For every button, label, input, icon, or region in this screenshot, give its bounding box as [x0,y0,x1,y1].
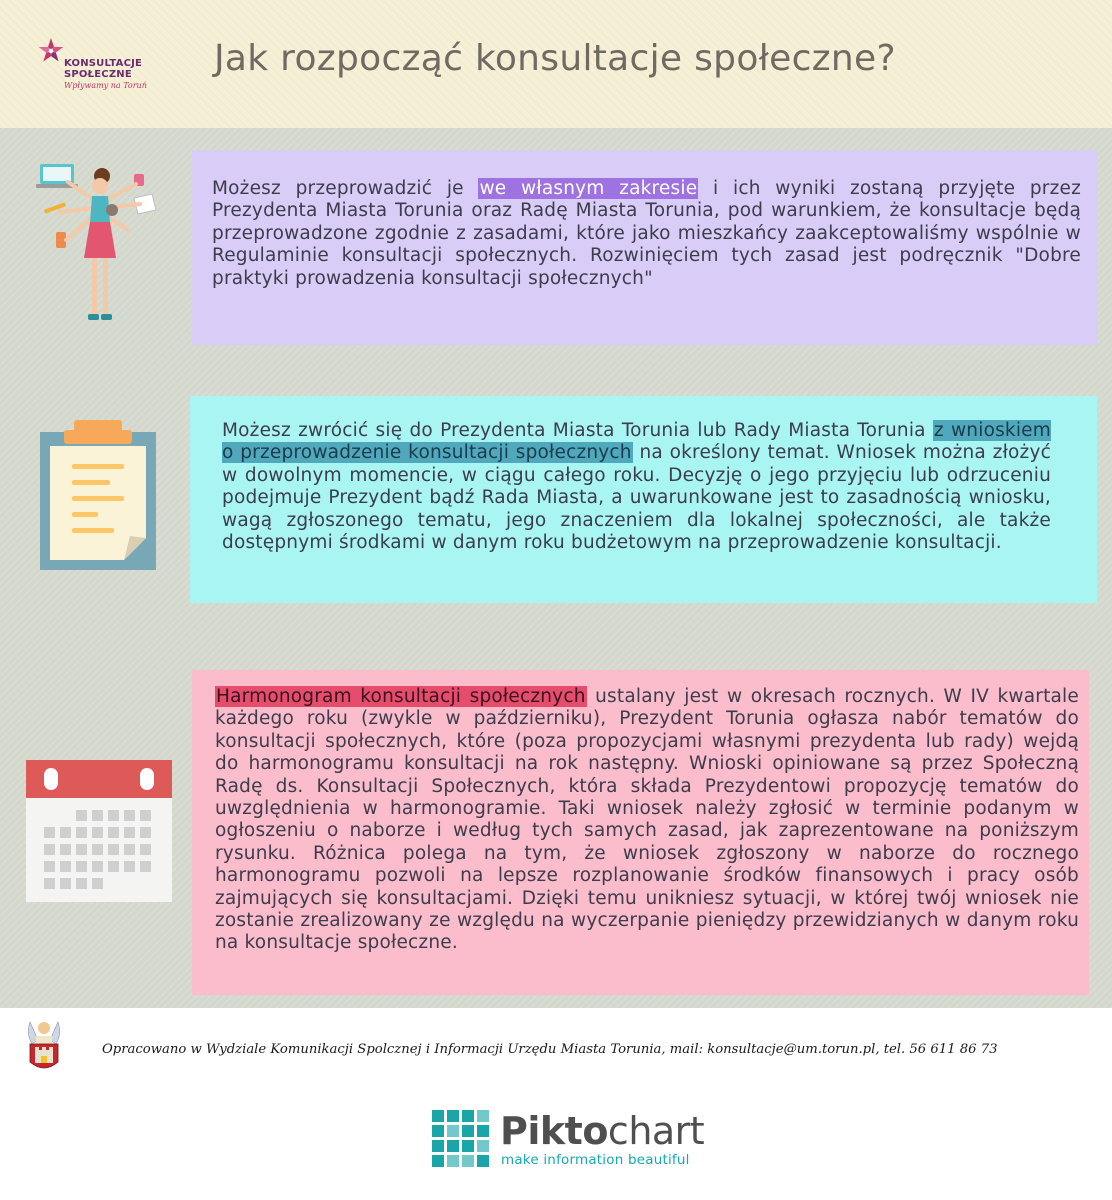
calendar-day-cell [140,861,151,872]
calendar-day-cell [76,810,87,821]
piktochart-brand-bold: Pikto [500,1109,608,1153]
calendar-day-cell [108,827,119,838]
footer-credit: Opracowano w Wydziale Komunikacji Spolcznej i Informacji Urzędu Miasta Torunia, mail: konsultacje@um.torun.pl, tel. 56 611 86 73 [102,1042,998,1057]
calendar-day-cell [60,844,71,855]
card1-highlight: we własnym zakresie [479,178,698,199]
card-schedule [192,670,1089,995]
calendar-day-cell [108,861,119,872]
card3-highlight: Harmonogram konsultacji społecznych [216,686,586,707]
calendar-day-cell [60,827,71,838]
calendar-day-cell [92,861,103,872]
calendar-day-cell [92,810,103,821]
calendar-day-cell [92,878,103,889]
card-request [190,396,1097,603]
flower-logo-icon [36,36,66,66]
piktochart-brand-rest: chart [607,1109,705,1153]
torun-crest-icon [24,1018,64,1076]
calendar-day-cell [76,827,87,838]
calendar-day-cell [92,844,103,855]
calendar-day-cell [44,878,55,889]
calendar-day-cell [140,827,151,838]
card3-text-rest: ustalany jest w okresach rocznych. W IV kwartale każdego roku (zwykle w październiku), Prezydent Torunia ogłasza nabór tematów do konsultacji społecznych, które (poza propozycjami własnymi prezydenta lub rady) wejdą do harmonogramu konsultacji na rok następny. Wnioski opiniowane są przez Społeczną Radę ds. Konsultacji Społecznych, która składa Prezydentowi propozycję tematów do uwzględnienia w harmonogramie. Taki wniosek należy zgłosić w terminie podanym w ogłoszeniu o naborze i według tych samych zasad, jak zaprezentowane na poniższym rysunku. Różnica polega na tym, że wniosek zgłoszony w naborze do rocznego harmonogramu pozwoli na lepsze rozplanowanie środków finansowych i pracy osób zajmujących się konsultacjami. Dzięki temu unikniesz sytuacji, w której twój wniosek nie zostanie zrealizowany ze względu na wyczerpanie pieniędzy przewidzianych w danym roku na konsultacje społeczne. [215,686,1079,954]
card-own-scope [192,150,1097,345]
calendar-day-cell [92,827,103,838]
calendar-day-cell [140,810,151,821]
calendar-day-cell [108,810,119,821]
calendar-icon [26,760,172,902]
calendar-day-cell [60,861,71,872]
card2-highlight: z wnioskiem o przeprowadzenie konsultacji społecznych [222,420,1051,464]
piktochart-logo-icon [432,1110,490,1168]
logo-line1: KONSULTACJE [64,58,143,69]
piktochart-tagline: make information beautiful [501,1152,690,1168]
calendar-day-cell [76,861,87,872]
calendar-day-cell [140,844,151,855]
clipboard-icon [40,420,156,570]
calendar-day-cell [44,861,55,872]
calendar-day-cell [124,810,135,821]
multitasking-woman-icon [36,160,164,330]
piktochart-wordmark [500,1108,704,1154]
calendar-day-cell [124,844,135,855]
logo-tagline: Wpływamy na Toruń [64,81,147,90]
calendar-day-cell [76,878,87,889]
card2-text-start: Możesz zwrócić się do Prezydenta Miasta Torunia lub Rady Miasta Torunia [222,420,933,441]
konsultacje-logo [36,34,156,94]
card1-text-rest: i ich wyniki zostaną przyjęte przez Prezydenta Miasta Torunia oraz Radę Miasta Torunia, pod warunkiem, że konsultacje będą przeprowadzone zgodnie z zasadami, które jako mieszkańcy zaakceptowaliśmy wspólnie w Regulaminie konsultacji społecznych. Rozwinięciem tych zasad jest podręcznik "Dobre praktyki prowadzenia konsultacji społecznych" [212,178,1081,289]
calendar-day-cell [124,861,135,872]
card1-text-start: Możesz przeprowadzić je [212,178,479,199]
calendar-day-cell [44,844,55,855]
card2-text-rest: na określony temat. Wniosek można złożyć w dowolnym momencie, w ciągu całego roku. Decyzję o jego przyjęciu lub odrzuceniu podejmuje Prezydent bądź Rada Miasta, a uwarunkowane jest to zasadnością wniosku, wagą zgłoszonego tematu, jego znaczeniem dla lokalnej społeczności, ale także dostępnymi środkami w danym roku budżetowym na przeprowadzenie konsultacji. [222,442,1051,554]
page-title: Jak rozpocząć konsultacje społeczne? [214,38,896,79]
calendar-day-cell [124,827,135,838]
calendar-day-cell [60,878,71,889]
logo-line2: SPOŁECZNE [64,69,132,80]
calendar-day-cell [44,827,55,838]
header-banner [0,0,1112,128]
calendar-day-cell [108,844,119,855]
calendar-day-cell [76,844,87,855]
